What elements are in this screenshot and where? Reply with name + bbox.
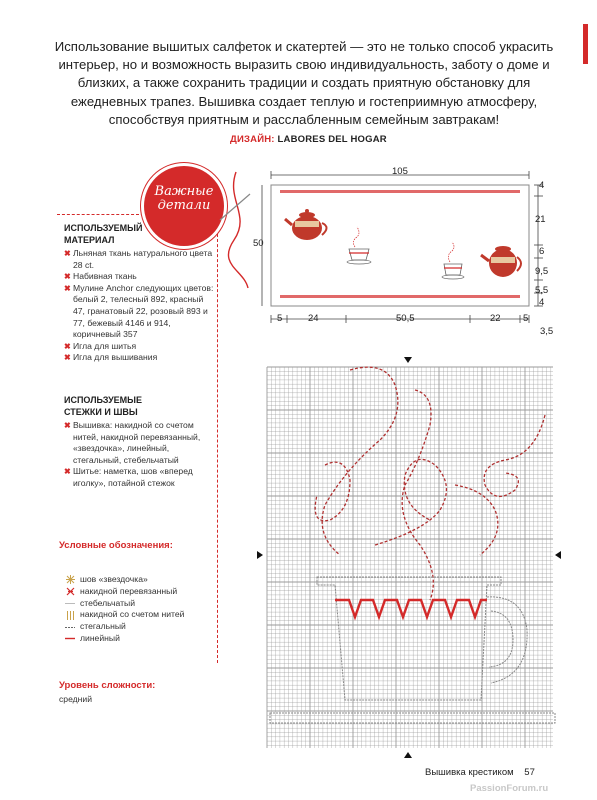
chart-grid	[267, 367, 553, 748]
legend-item: шов «звездочка»	[64, 574, 184, 586]
magazine-title: Вышивка крестиком	[425, 767, 514, 778]
list-item: ✖ Игла для вышивания	[64, 352, 158, 363]
dim-bottom-0: 5	[277, 313, 283, 324]
dim-right-1: 21	[535, 214, 546, 225]
legend-title: Условные обозначения:	[59, 540, 173, 551]
badge-line1: Важные	[154, 184, 214, 199]
badge-line2: детали	[157, 198, 211, 213]
center-marker-right	[555, 551, 561, 559]
legend-item: накидной перевязанный	[64, 586, 184, 598]
list-item: ✖ Мулине Anchor следующих цветов: белый 2, телесный 892, красный 47, гранатовый 22, розовый 893 и 77, бежевый 4146 и 914, коричневый 357	[64, 282, 214, 340]
dim-width: 105	[392, 166, 408, 177]
stitches-title: ИСПОЛЬЗУЕМЫЕ СТЕЖКИ И ШВЫ	[64, 395, 142, 417]
design-label: ДИЗАЙН:	[230, 134, 275, 145]
design-credit	[230, 134, 387, 145]
list-item: ✖ Игла для шитья	[64, 340, 137, 351]
center-marker-left	[257, 551, 263, 559]
dim-bottom-2: 50,5	[396, 313, 415, 324]
legend	[64, 574, 184, 645]
dim-bottom-4: 5	[523, 313, 529, 324]
dim-right-4: 5,5	[535, 285, 549, 296]
legend-item: стебельчатый	[64, 598, 184, 610]
list-item: ✖ Набивная ткань	[64, 271, 137, 282]
steam-swirls	[315, 367, 545, 600]
star-stitch-icon	[64, 575, 76, 584]
watermark: PassionForum.ru	[470, 783, 549, 794]
list-item: ✖ Льняная ткань натурального цвета 28 ct.	[64, 248, 213, 270]
center-marker-bottom	[404, 752, 412, 758]
list-item: ✖ Шитье: наметка, шов «вперед иголку», потайной стежок	[64, 466, 193, 488]
materials-title: ИСПОЛЬЗУЕМЫЙ МАТЕРИАЛ	[64, 223, 143, 245]
dim-right-2: 6	[539, 246, 545, 257]
intro-paragraph: Использование вышитых салфеток и скатертей — это не только способ украсить интерьер, но и возможность выразить свою индивидуальность, заботу о доме и близких, а также сохранить традиции и создать приятную обстановку для ежедневных трапез. Вышивка создает теплую и гостеприимную атмосферу, способствуя приятным и расслабленным семейным завтракам!	[54, 39, 554, 127]
page-number: 57	[524, 767, 535, 778]
stem-stitch-icon	[64, 599, 76, 608]
design-author: LABORES DEL HOGAR	[277, 134, 387, 145]
page-edge-marker	[583, 0, 597, 800]
dim-height: 50	[253, 238, 264, 249]
running-stitch-icon	[64, 634, 76, 643]
stitches-list	[64, 420, 214, 490]
center-marker-top	[404, 357, 412, 363]
backstitch-icon	[64, 623, 76, 632]
dim-bottom-extra: 3,5	[540, 326, 554, 337]
page-footer	[425, 767, 535, 778]
tied-cross-icon	[64, 587, 76, 596]
counted-satin-icon	[64, 611, 76, 620]
dim-right-3: 9,5	[535, 266, 549, 277]
difficulty-value: средний	[59, 694, 93, 704]
dim-right-0: 4	[539, 180, 545, 191]
legend-item: линейный	[64, 633, 184, 645]
cup-band	[335, 600, 487, 617]
stitch-chart	[255, 355, 565, 760]
dim-right-5: 4	[539, 297, 545, 308]
size-diagram	[245, 165, 585, 340]
dim-bottom-1: 24	[308, 313, 319, 324]
legend-item: стегальный	[64, 621, 184, 633]
list-item: ✖ Вышивка: накидной со счетом нитей, накидной перевязанный, «звездочка», линейный, стегальный, стебельчатый	[64, 420, 201, 465]
legend-item: накидной со счетом нитей	[64, 609, 184, 621]
difficulty-title: Уровень сложности:	[59, 680, 156, 691]
materials-list	[64, 248, 214, 364]
dim-bottom-3: 22	[490, 313, 501, 324]
